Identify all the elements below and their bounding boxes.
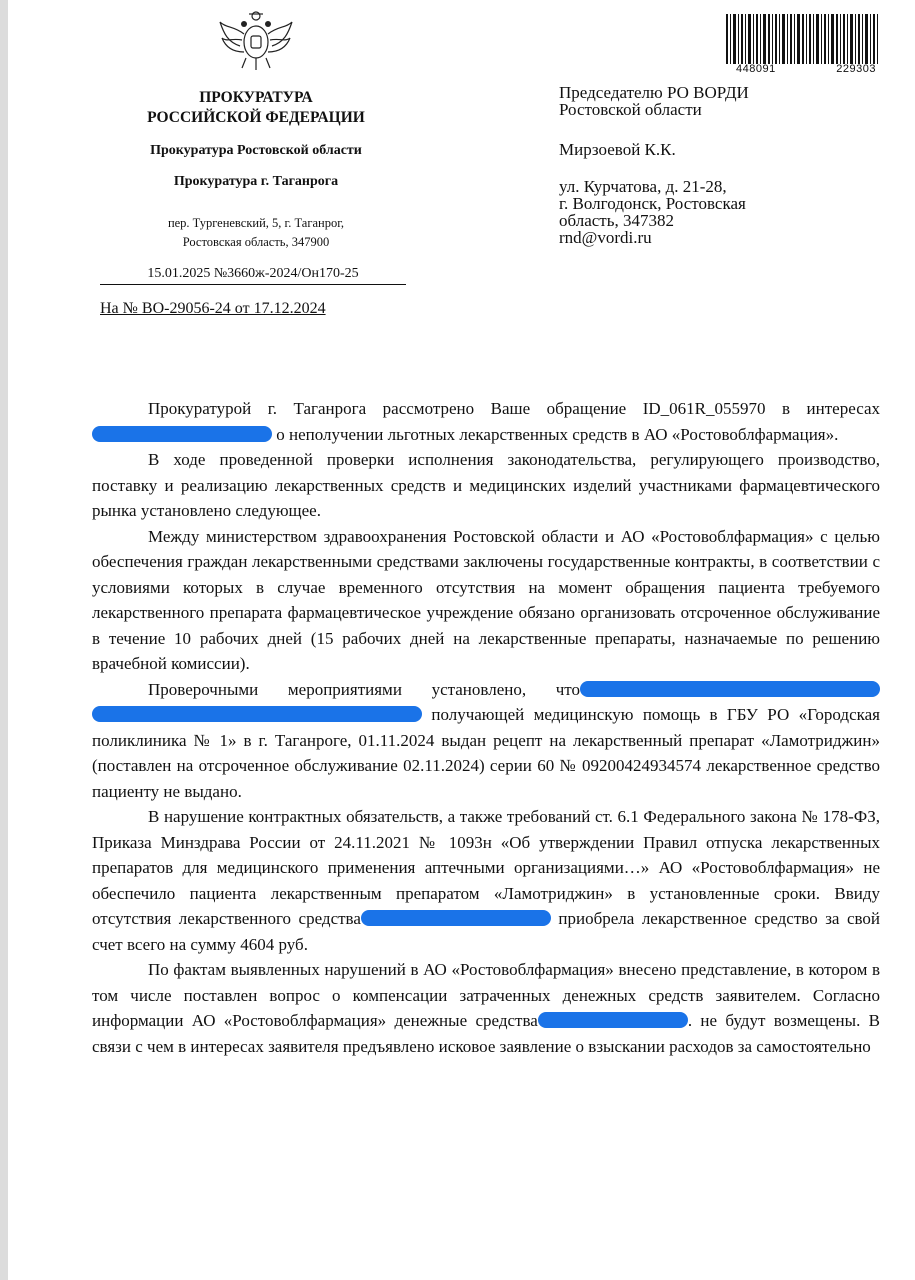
paragraph-6	[92, 957, 880, 1059]
paragraph-5-text-a: В нарушение контрактных обязательств, а также требований ст. 6.1 Федерального закона № 178-ФЗ, Приказа Минздрава России от 24.11.2021 № 1093н «Об утверждении Правил отпуска лекарственных препаратов для медицинского применения аптечными организациями…» АО «Ростовоблфармация» не обеспечило пациента лекарственным препаратом «Ламотриджин» в установленные сроки. Ввиду отсутствия лекарственного средства	[92, 807, 880, 928]
sender-org-line2: РОССИЙСКОЙ ФЕДЕРАЦИИ	[147, 109, 365, 126]
recipient-addr2: г. Волгодонск, Ростовская	[559, 194, 746, 213]
sender-org-line1: ПРОКУРАТУРА	[199, 89, 313, 106]
redaction-mark	[92, 426, 272, 442]
paragraph-1-text-a: Прокуратурой г. Таганрога рассмотрено Ваше обращение ID_061R_055970 в интересах	[148, 399, 880, 418]
in-reply-line: На № ВО-29056-24 от 17.12.2024	[100, 300, 326, 317]
paragraph-5	[92, 804, 880, 957]
redaction-mark	[538, 1012, 688, 1028]
paragraph-4	[92, 677, 880, 805]
sender-address-line2: Ростовская область, 347900	[182, 235, 330, 249]
paragraph-4-text-a: Проверочными мероприятиями установлено, что	[148, 679, 580, 699]
sender-address	[96, 214, 416, 252]
sender-regional: Прокуратура Ростовской области	[150, 143, 362, 158]
letter-body	[92, 396, 880, 1059]
recipient-addr3: область, 347382	[559, 211, 674, 230]
paragraph-1	[92, 396, 880, 447]
recipient-name: Мирзоевой К.К.	[559, 140, 676, 159]
paragraph-4-text-b: получающей медицинскую помощь в ГБУ РО «Городская поликлиника № 1» в г. Таганроге, 01.11.2024 выдан рецепт на лекарственный препарат «Ламотриджин» (поставлен на отсроченное обслуживание 02.11.2024) серии 60 № 09200424934574 лекарственное средство пациенту не выдано.	[92, 705, 880, 801]
sender-city: Прокуратура г. Таганрога	[173, 174, 339, 189]
paragraph-3: Между министерством здравоохранения Ростовской области и АО «Ростовоблфармация» с целью обеспечения граждан лекарственными средствами заключены государственные контракты, в соответствии с условиями которых в случае временного отсутствия на момент обращения пациента требуемого лекарственного препарата фармацевтическое учреждение обязано организовать отсроченное обслуживание в течение 10 рабочих дней (15 рабочих дней на лекарственные препараты, назначаемые по решению врачебной комиссии).	[92, 526, 880, 673]
paragraph-6-text-a: По фактам выявленных нарушений в АО «Ростовоблфармация» внесено представление, в котором в том числе поставлен вопрос о компенсации затраченных денежных средств заявителем. Согласно информации АО «Ростовоблфармация» денежные средства	[92, 960, 880, 1030]
recipient-email: rnd@vordi.ru	[559, 228, 652, 247]
scan-left-edge	[0, 0, 8, 1280]
barcode-left-number: 448091	[736, 63, 776, 75]
recipient-line1: Председателю РО ВОРДИ	[559, 83, 749, 102]
recipient-line2: Ростовской области	[559, 100, 702, 119]
registration-line: 15.01.2025 №3660ж-2024/Он170-25	[100, 264, 406, 285]
redaction-mark	[92, 706, 422, 722]
barcode-numbers	[736, 63, 876, 75]
coat-of-arms-icon	[216, 8, 296, 72]
recipient-addr1: ул. Курчатова, д. 21-28,	[559, 177, 727, 196]
sender-org	[96, 88, 416, 128]
redaction-mark	[361, 910, 551, 926]
paragraph-2: В ходе проведенной проверки исполнения законодательства, регулирующего производство, поставку и реализацию лекарственных средств и медицинских изделий участниками фармацевтического рынка установлено следующее.	[92, 450, 880, 520]
recipient-block	[559, 84, 889, 246]
paragraph-6-text-b: . не будут возмещены. В связи с чем в интересах заявителя предъявлено исковое заявление о взыскании расходов за самостоятельно	[92, 1011, 880, 1056]
barcode	[726, 14, 878, 64]
sender-address-line1: пер. Тургеневский, 5, г. Таганрог,	[167, 216, 345, 230]
paragraph-1-text-b: о неполучении льготных лекарственных средств в АО «Ростовоблфармация».	[272, 424, 839, 444]
barcode-right-number: 229303	[836, 63, 876, 75]
redaction-mark	[580, 681, 880, 697]
paragraph-5-text-b: приобрела лекарственное средство за свой счет всего на сумму 4604 руб.	[92, 909, 881, 954]
